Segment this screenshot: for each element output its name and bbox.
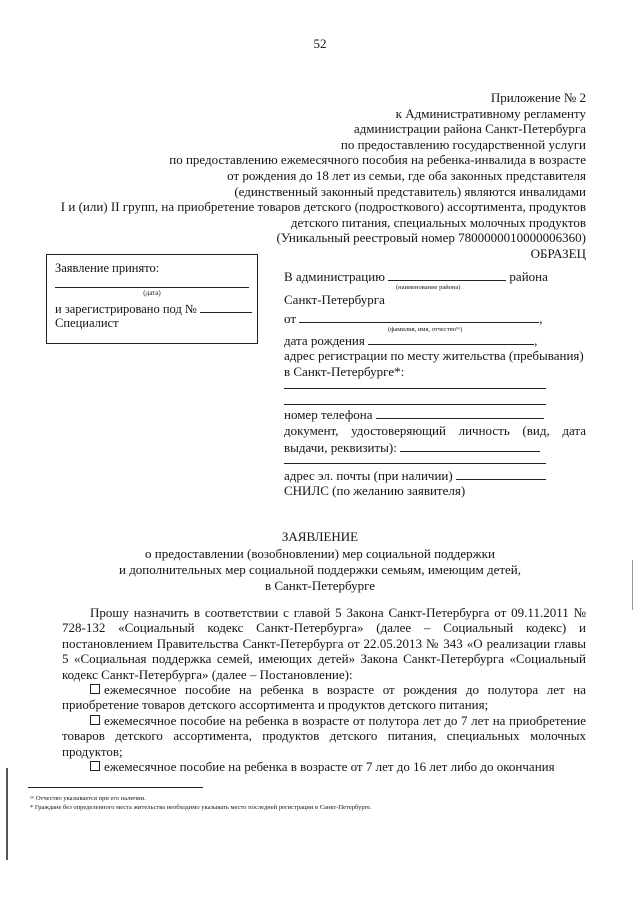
birth-comma: , <box>534 333 538 348</box>
appendix-line: (единственный законный представитель) являются инвалидами <box>234 183 586 199</box>
from-label: от <box>284 311 297 326</box>
option-text: ежемесячное пособие на ребенка в возрасте от рождения до полутора лет на приобретение товаров детского ассортимента и продуктов детского питания; <box>62 682 586 713</box>
scan-edge-mark <box>6 768 8 860</box>
title-line-3: в Санкт-Петербурге <box>264 578 376 593</box>
footnote-1: ¹⁶ Отчество указывается при его наличии. <box>30 795 146 802</box>
option-text: ежемесячное пособие на ребенка в возрасте от полутора лет до 7 лет на приобретение товаров детского ассортимента, продуктов детского питания, специальных молочных продуктов; <box>62 712 586 759</box>
address-label: адрес регистрации по месту жительства (пребывания) <box>284 348 584 363</box>
fio-field[interactable] <box>299 310 539 323</box>
option-checkbox[interactable] <box>90 715 100 725</box>
appendix-line: Приложение № 2 <box>490 90 586 105</box>
appendix-line: детского питания, специальных молочных продуктов <box>290 214 586 230</box>
appendix-line: от рождения до 18 лет из семьи, где оба законных представителя <box>227 167 586 183</box>
document-title: ЗАЯВЛЕНИЕ <box>281 529 359 544</box>
option-text: ежемесячное пособие на ребенка в возрасте от 7 лет до 16 лет либо до окончания <box>104 759 555 775</box>
doc-label-line1: документ, удостоверяющий личность (вид, дата <box>284 423 586 438</box>
address-line-1[interactable] <box>284 388 546 389</box>
title-line-2: и дополнительных мер социальной поддержки семьям, имеющим детей, <box>118 562 521 577</box>
option-item <box>62 713 586 759</box>
appendix-line: по предоставлению ежемесячного пособия на ребенка-инвалида в возрасте <box>169 152 586 168</box>
from-comma: , <box>539 311 543 326</box>
city-label: Санкт-Петербурга <box>284 292 385 307</box>
appendix-line: к Административному регламенту <box>395 105 586 121</box>
to-admin-label: В администрацию <box>284 269 385 284</box>
appendix-line: (Уникальный реестровый номер 7800000010000006360) <box>276 230 586 246</box>
email-field[interactable] <box>456 467 546 480</box>
appendix-line: I и (или) II групп, на приобретение товаров детского (подросткового) ассортимента, продуктов <box>60 199 586 215</box>
appendix-line: администрации района Санкт-Петербурга <box>353 121 586 137</box>
page-number: 52 <box>313 36 327 51</box>
option-checkbox[interactable] <box>90 684 100 694</box>
doc-label-line2: выдачи, реквизиты): <box>284 440 397 455</box>
document-field[interactable] <box>400 439 540 452</box>
sample-label: ОБРАЗЕЦ <box>530 245 586 261</box>
intro-paragraph: Прошу назначить в соответствии с главой 5 Закона Санкт-Петербурга от 09.11.2011 № 728-132 «Социальный кодекс Санкт-Петербурга» (далее – Социальный кодекс) и постановлением Правительства Санкт-Петербурга от 22.05.2013 № 343 «О реализации главы 5 «Социальная поддержка семей, имеющих детей» Закона Санкт-Петербурга «Социальный кодекс Санкт-Петербурга» (далее – Постановление): <box>62 605 586 682</box>
registered-label: и зарегистрировано под № <box>55 302 197 316</box>
specialist-label: Специалист <box>55 316 119 330</box>
option-item <box>62 759 586 774</box>
appendix-line: по предоставлению государственной услуги <box>340 136 586 152</box>
title-line-1: о предоставлении (возобновлении) мер социальной поддержки <box>145 546 495 561</box>
address-city-label: в Санкт-Петербурге*: <box>284 364 405 379</box>
region-field[interactable] <box>388 268 506 281</box>
acceptance-stamp-box <box>46 254 258 344</box>
birth-date-label: дата рождения <box>284 333 365 348</box>
option-item <box>62 682 586 713</box>
accepted-label: Заявление принято: <box>55 261 160 275</box>
address-line-2[interactable] <box>284 404 546 405</box>
scan-edge-mark <box>632 560 633 610</box>
phone-field[interactable] <box>376 406 544 419</box>
phone-label: номер телефона <box>284 407 373 422</box>
footnote-2: * Граждане без определенного места жительства необходимо указывать место последней регистрации в Санкт-Петербурге. <box>30 804 372 811</box>
footnote-separator <box>28 787 203 788</box>
email-label: адрес эл. почты (при наличии) <box>284 468 453 483</box>
registration-number-field[interactable] <box>200 300 252 313</box>
fio-caption: (фамилия, имя, отчество¹⁶) <box>388 326 463 333</box>
date-input-line[interactable] <box>55 287 249 288</box>
region-caption: (наименование района) <box>396 284 461 291</box>
birth-date-field[interactable] <box>368 332 534 345</box>
appendix-header <box>61 90 586 262</box>
document-line-2[interactable] <box>284 463 546 464</box>
date-caption: (дата) <box>143 289 161 297</box>
option-checkbox[interactable] <box>90 761 100 771</box>
application-body <box>62 605 586 774</box>
region-word: района <box>509 269 548 284</box>
snils-label: СНИЛС (по желанию заявителя) <box>284 483 466 498</box>
